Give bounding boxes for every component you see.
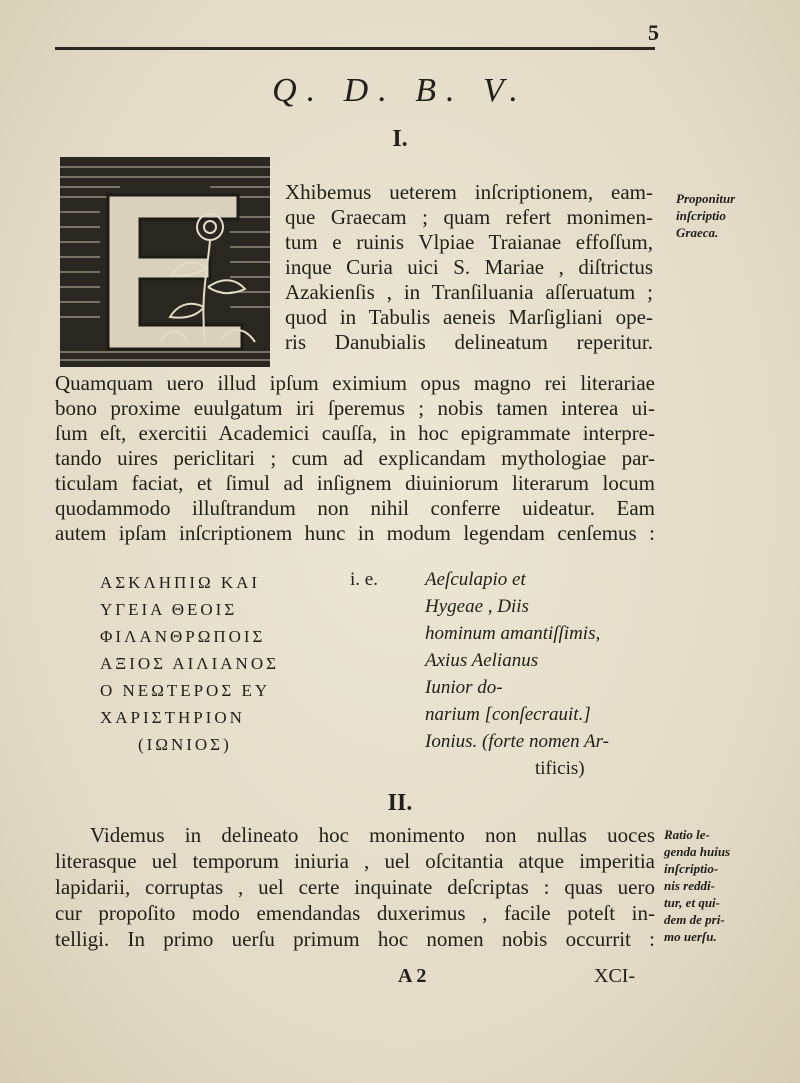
catchword: XCI- [594, 965, 636, 987]
text-line: literasque uel temporum iniuria , uel oſcitantia atque imperitia [55, 849, 655, 873]
greek-line: ΦΙΛΑΝΘΡΩΠΟΙΣ [100, 627, 266, 646]
greek-line: ΑΣΚΛΗΠΙΩ ΚΑΙ [100, 573, 261, 592]
section-number-2: II. [387, 790, 413, 816]
text-line: inque Curia uici S. Mariae , diſtrictus [285, 255, 653, 279]
text-line: Xhibemus ueterem inſcriptionem, eam- [285, 180, 653, 204]
greek-line: ΥΓΕΙΑ ΘΕΟΙΣ [100, 600, 238, 619]
text-line: Videmus in delineato hoc monimento non nullas uoces [90, 823, 655, 847]
text-line: lapidarii, corruptas , uel certe inquinate deſcriptas : quas uero [55, 875, 655, 899]
latin-line: tificis) [535, 758, 585, 779]
header-rule [55, 47, 655, 50]
section-number-1: I. [392, 126, 408, 152]
text-line: que Graecam ; quam refert monimen- [285, 205, 653, 229]
greek-line: (ΙΩΝΙΟΣ) [138, 735, 232, 754]
text-line: ris Danubialis delineatum reperitur. [285, 330, 653, 354]
text-line: ſum eſt, exercitii Academici cauſſa, in hoc epigrammate interpre- [55, 421, 655, 445]
text-line: Quamquam uero illud ipſum eximium opus magno rei literariae [55, 371, 655, 395]
text-line: tum e ruinis Vlpiae Traianae effoſſum, [285, 230, 653, 254]
greek-line: ΧΑΡΙΣΤΗΡΙΟΝ [100, 708, 245, 727]
signature-mark: A 2 [398, 965, 427, 987]
latin-line: Iunior do- [425, 677, 503, 698]
decorated-initial [60, 157, 270, 367]
page-heading: Q. D. B. V. [272, 72, 528, 109]
ie-label: i. e. [350, 569, 378, 590]
margin-note-2: Ratio le- genda huius inſcriptio- nis reddi- tur, et qui- dem de pri- mo uerſu. [664, 827, 731, 944]
latin-line: Ionius. (forte nomen Ar- [425, 731, 609, 752]
greek-line: ΑΞΙΟΣ ΑΙΛΙΑΝΟΣ [100, 654, 280, 673]
text-line: quodammodo illuſtrandum non nihil conferre uideatur. Eam [55, 496, 655, 520]
text-line: ticulam faciat, et ſimul ad inſignem diuiniorum literarum locum [55, 471, 655, 495]
page-number: 5 [648, 20, 659, 45]
greek-line: Ο ΝΕΩΤΕΡΟΣ ΕΥ [100, 681, 271, 700]
latin-line: narium [conſecrauit.] [425, 704, 591, 725]
margin-note-1: Proponitur inſcriptio Graeca. [676, 191, 736, 240]
text-line: telligi. In primo uerſu primum hoc nomen nobis occurrit : [55, 927, 655, 951]
latin-line: Hygeae , Diis [425, 596, 529, 617]
text-line: Azakienſis , in Tranſiluania aſſeruatum ; [285, 280, 653, 304]
text-line: quod in Tabulis aeneis Marſigliani ope- [285, 305, 653, 329]
text-line: autem ipſam inſcriptionem hunc in modum legendam cenſemus : [55, 521, 655, 545]
text-line: bono proxime euulgatum iri ſperemus ; nobis tamen interea ui- [55, 396, 655, 420]
latin-line: hominum amantiſſimis, [425, 623, 601, 644]
latin-line: Axius Aelianus [425, 650, 539, 671]
latin-line: Aeſculapio et [425, 569, 526, 590]
text-line: tando uires periclitari ; cum ad explicandam mythologiae par- [55, 446, 655, 470]
text-line: cur propoſito modo emendandas duxerimus , facile poteſt in- [55, 901, 655, 925]
